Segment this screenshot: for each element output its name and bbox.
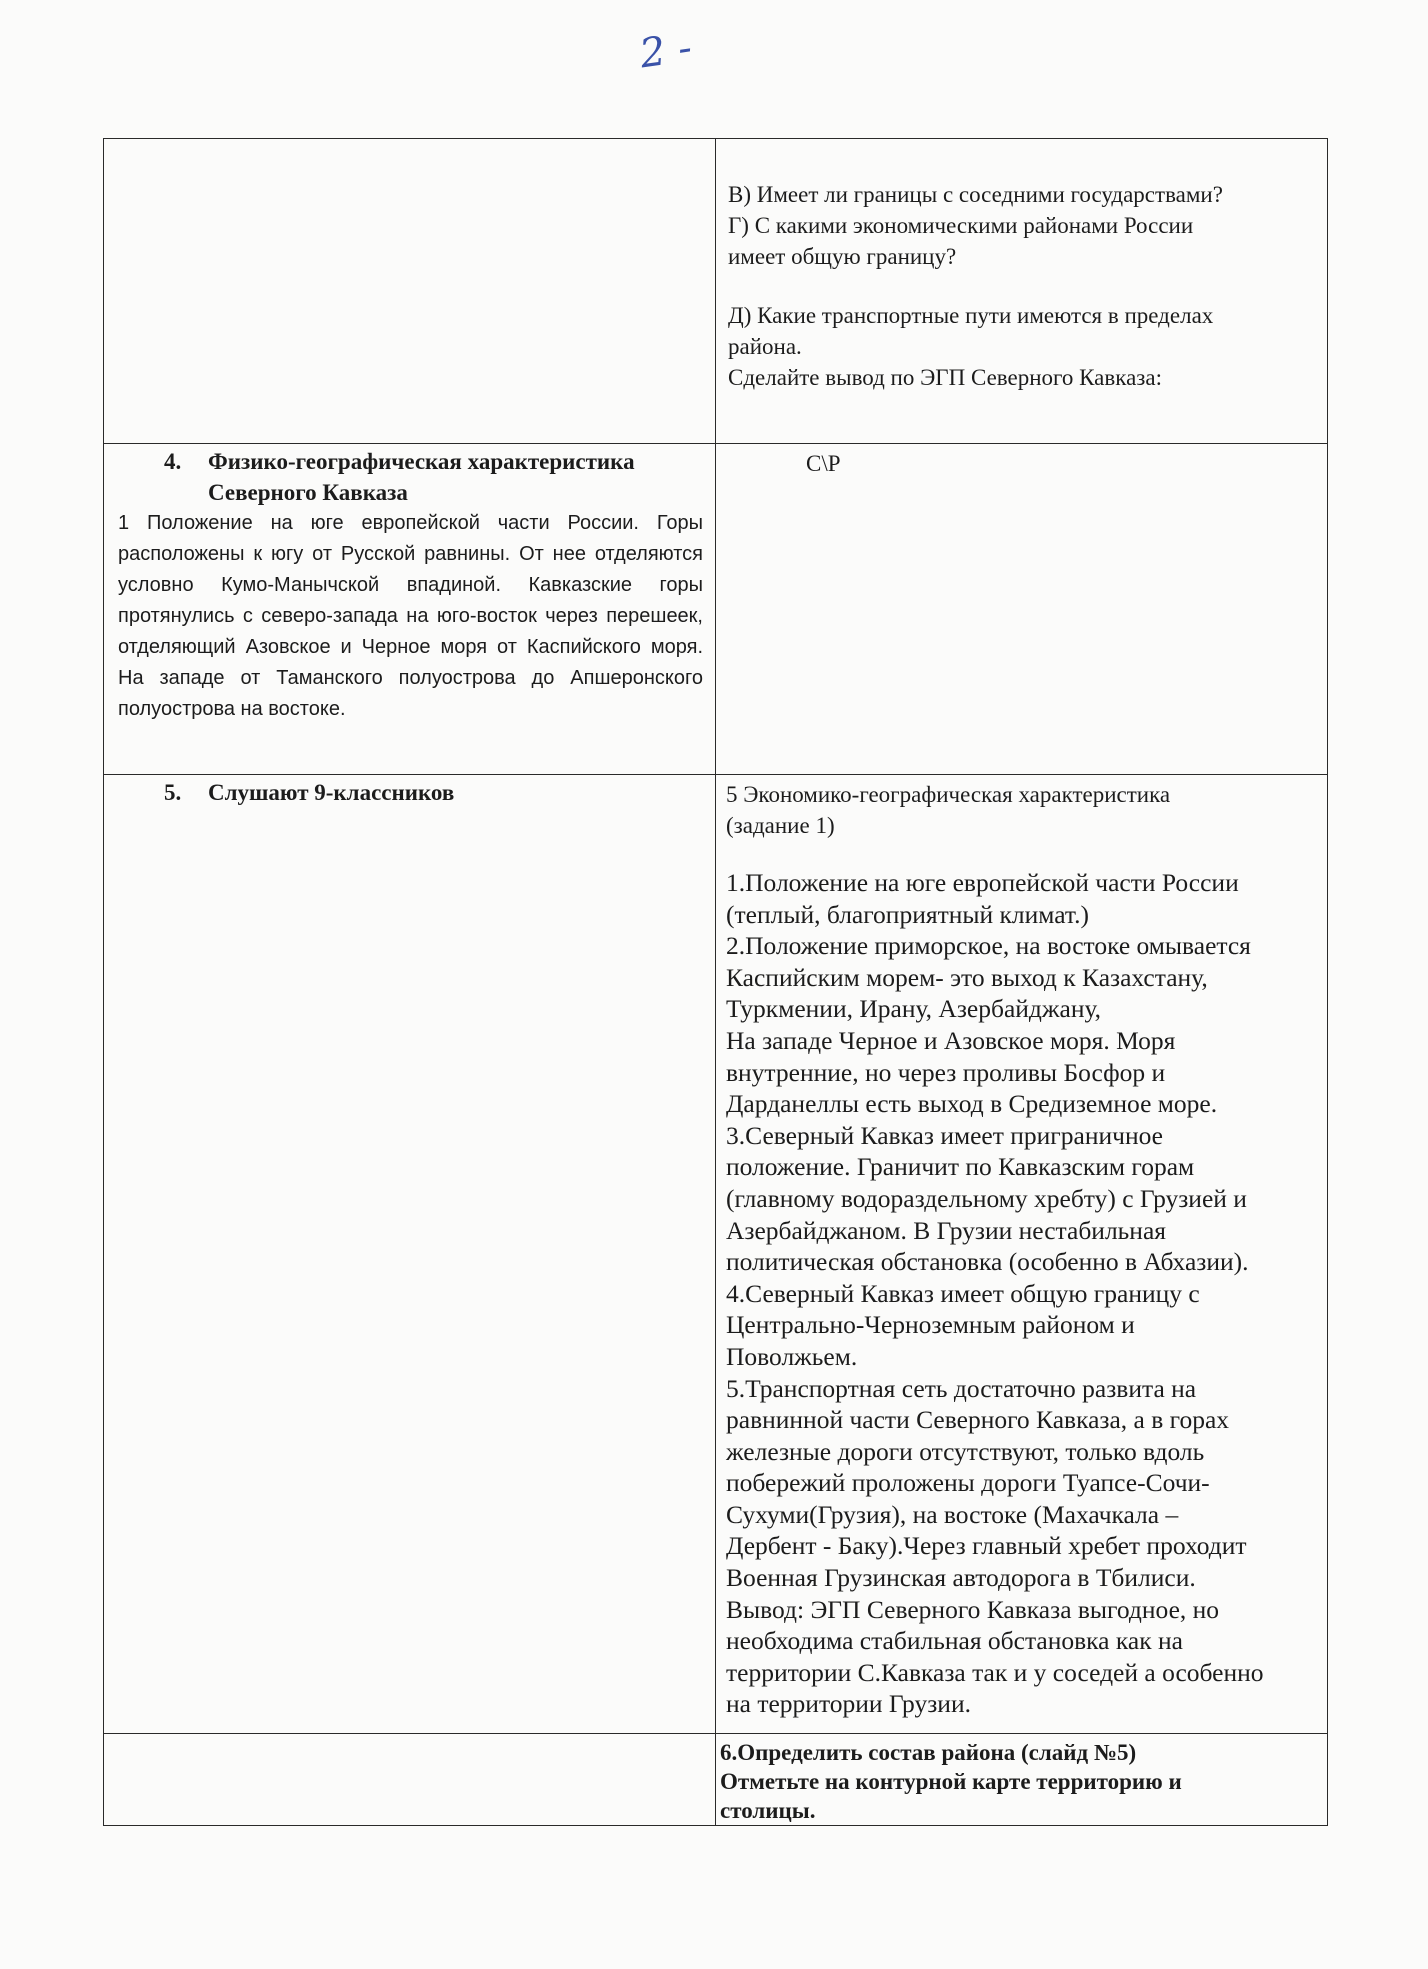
question-g-line2: имеет общую границу? (728, 244, 957, 269)
row4-left-cell (104, 1734, 716, 1826)
row1-right-cell (716, 139, 1328, 444)
row3-right-cell (716, 775, 1328, 1734)
answer-line-23: Военная Грузинская автодорога в Тбилиси. (726, 1563, 1196, 1593)
answer-line-3: 2.Положение приморское, на востоке омывается (726, 931, 1251, 961)
section-4-number: 4. (164, 449, 182, 474)
answer-line-11: (главному водораздельному хребту) с Грузией и (726, 1183, 1247, 1213)
answer-line-20: побережий проложены дороги Туапсе-Сочи- (726, 1468, 1210, 1498)
table-row-2 (104, 444, 1328, 775)
answer-line-24: Вывод: ЭГП Северного Кавказа выгодное, но (726, 1594, 1220, 1624)
lesson-table (103, 138, 1328, 1826)
question-d-line2: района. (728, 334, 802, 359)
independent-work-mark: С\Р (806, 451, 841, 476)
answer-line-1: 1.Положение на юге европейской части России (726, 868, 1239, 897)
answer-line-15: Центрально-Черноземным районом и (726, 1310, 1135, 1340)
question-g-line1: Г) С какими экономическими районами России (728, 213, 1194, 238)
section-5-intro-line2: (задание 1) (726, 813, 835, 838)
answer-line-7: внутренние, но через проливы Босфор и (726, 1057, 1166, 1087)
answer-line-25: необходима стабильная обстановка как на (726, 1626, 1183, 1656)
answer-line-18: равнинной части Северного Кавказа, а в горах (726, 1405, 1230, 1435)
row2-right-cell (716, 444, 1328, 775)
answer-line-22: Дербент - Баку).Через главный хребет проходит (726, 1531, 1247, 1561)
conclusion-prompt: Сделайте вывод по ЭГП Северного Кавказа: (728, 365, 1162, 390)
task-6-line1: 6.Определить состав района (слайд №5) (720, 1740, 1137, 1765)
section-5-intro-line1: 5 Экономико-географическая характеристика (726, 782, 1171, 807)
row4-right-cell (716, 1734, 1328, 1826)
section-4-heading (104, 444, 715, 508)
task-6-line2: Отметьте на контурной карте территорию и (720, 1769, 1182, 1794)
answer-line-26: территории С.Кавказа так и у соседей а особенно (726, 1657, 1264, 1687)
answer-line-13: политическая обстановка (особенно в Абхазии). (726, 1247, 1249, 1277)
section-4-title-line2: Северного Кавказа (208, 480, 408, 505)
question-d-line1: Д) Какие транспортные пути имеются в пределах (728, 303, 1214, 328)
answer-line-4: Каспийским морем- это выход к Казахстану, (726, 962, 1208, 992)
row1-right-text (716, 139, 1327, 393)
section-5-intro (716, 775, 1327, 841)
answer-line-16: Поволжьем. (726, 1341, 858, 1371)
section-5-number: 5. (164, 780, 182, 805)
section-4-text: 1 Положение на юге европейской части России. Горы расположены к югу от Русской равнины. От нее отделяются условно Кумо-Манычской впадиной. Кавказские горы протянулись с северо-запада на юго-восток через перешеек, отделяющий Азовское и Черное моря от Каспийского моря. На западе от Таманского полуострова до Апшеронского полуострова на востоке. (118, 512, 703, 720)
task-6-line3: столицы. (720, 1798, 816, 1823)
question-v: В) Имеет ли границы с соседними государствами? (728, 182, 1223, 207)
table-row-3 (104, 775, 1328, 1734)
answer-line-19: железные дороги отсутствуют, только вдоль (726, 1436, 1205, 1466)
answer-line-12: Азербайджаном. В Грузии нестабильная (726, 1215, 1166, 1245)
section-5-heading (104, 775, 715, 808)
page-mark: 2 - (637, 24, 695, 78)
answer-line-14: 4.Северный Кавказ имеет общую границу с (726, 1278, 1200, 1308)
row3-left-cell (104, 775, 716, 1734)
row1-left-cell (104, 139, 716, 444)
section-5-answer (716, 841, 1327, 1720)
table-row-1 (104, 139, 1328, 444)
answer-line-2: (теплый, благоприятный климат.) (726, 899, 1090, 929)
answer-line-9: 3.Северный Кавказ имеет приграничное (726, 1120, 1163, 1150)
answer-line-17: 5.Транспортная сеть достаточно развита на (726, 1373, 1197, 1403)
answer-line-6: На западе Черное и Азовское моря. Моря (726, 1025, 1176, 1055)
answer-line-8: Дарданеллы есть выход в Средиземное море. (726, 1089, 1218, 1119)
answer-line-27: на территории Грузии. (726, 1689, 971, 1719)
answer-line-21: Сухуми(Грузия), на востоке (Махачкала – (726, 1499, 1179, 1529)
row2-left-cell (104, 444, 716, 775)
answer-line-10: положение. Граничит по Кавказским горам (726, 1152, 1195, 1182)
section-5-title: Слушают 9-классников (208, 780, 455, 805)
section-4-title-line1: Физико-географическая характеристика (208, 449, 635, 474)
table-row-4 (104, 1734, 1328, 1826)
section-6-task (716, 1734, 1327, 1825)
answer-line-5: Туркмении, Ирану, Азербайджану, (726, 994, 1102, 1024)
